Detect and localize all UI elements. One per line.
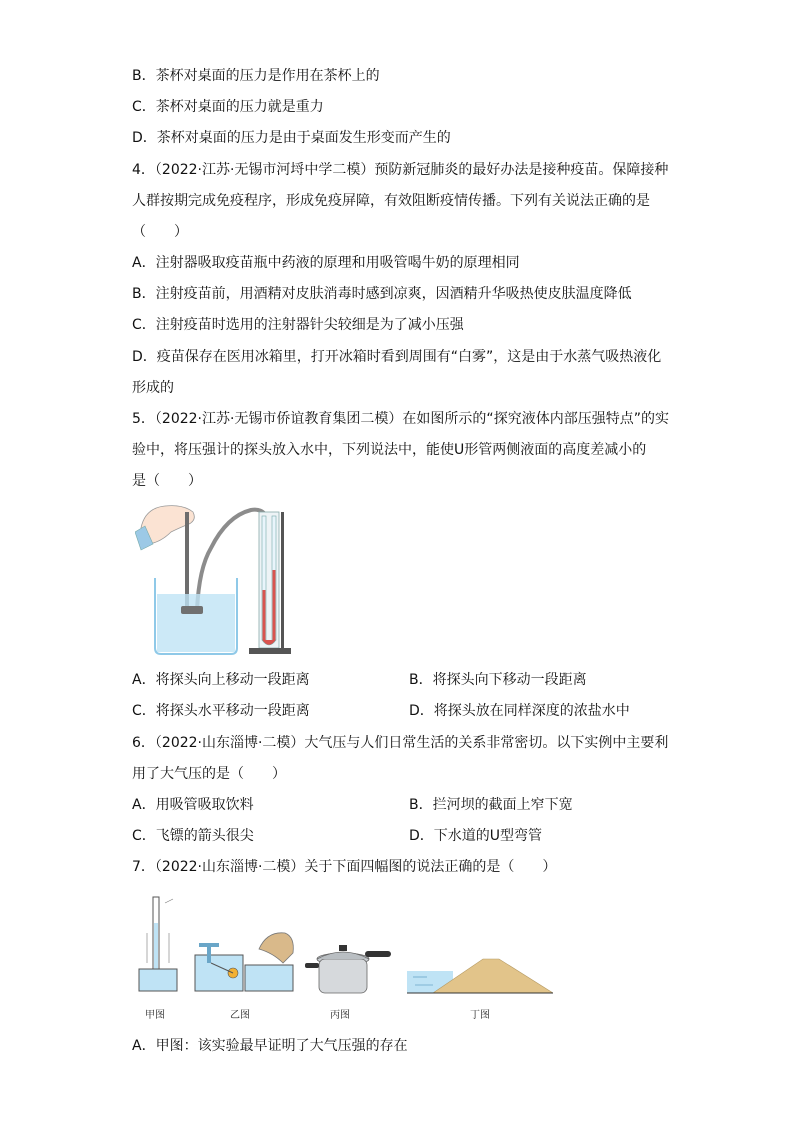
pressure-cooker-body [319,959,367,993]
cow-icon [259,933,293,963]
mercury-dish [139,969,177,991]
q6-option-a: A．用吸管吸取饮料 [132,797,254,813]
u-tube-liquid-left [263,590,266,640]
caption-yi: 乙图 [230,1010,250,1021]
probe-head [181,606,203,614]
q6-stem-line2: 用了大气压的是（ ） [132,766,286,782]
caption-jia: 甲图 [145,1010,165,1021]
figure-yi [195,933,293,991]
caption-ding: 丁图 [470,1010,490,1021]
q5-stem-line3: 是（ ） [132,473,202,489]
q7-option-a: A．甲图：该实验最早证明了大气压强的存在 [132,1038,408,1054]
q6-stem-line1: 6．（2022·山东淄博·二模）大气压与人们日常生活的关系非常密切。以下实例中主要利 [132,735,669,751]
u-tube-liquid-right [273,570,276,640]
q4-stem-line3: （ ） [132,224,188,240]
gauge-stand-pole [281,512,284,648]
gauge-stand-base [249,648,291,654]
q5-stem-line2: 验中，将压强计的探头放入水中，下列说法中，能使U形管两侧液面的高度差减小的 [132,442,647,458]
q4-option-b: B．注射疫苗前，用酒精对皮肤消毒时感到凉爽，因酒精升华吸热使皮肤温度降低 [132,286,632,302]
q4-option-d-line1: D．疫苗保存在医用冰箱里，打开冰箱时看到周围有“白雾”，这是由于水蒸气吸热液化 [132,349,662,365]
q7-figures [133,893,553,1003]
q6-option-b: B．拦河坝的截面上窄下宽 [409,797,573,813]
pressure-cooker-handle [365,951,391,957]
q4-stem-line2: 人群按期完成免疫程序，形成免疫屏障，有效阻断疫情传播。下列有关说法正确的是 [132,193,650,209]
pipe [199,943,219,947]
water-tank-right [245,965,293,991]
q4-option-c: C．注射疫苗时选用的注射器针尖较细是为了减小压强 [132,317,464,333]
q6-option-d: D．下水道的U型弯管 [409,828,543,844]
figure-ding [407,959,553,993]
q5-option-b: B．将探头向下移动一段距离 [409,672,587,688]
q3-option-c: C．茶杯对桌面的压力就是重力 [132,99,324,115]
figure-jia [139,897,177,991]
pressure-gauge-figure [135,498,305,658]
q5-option-d: D．将探头放在同样深度的浓盐水中 [409,703,630,719]
q3-option-b: B．茶杯对桌面的压力是作用在茶杯上的 [132,68,380,84]
caption-bing: 丙图 [330,1010,350,1021]
q4-option-d-line2: 形成的 [132,380,174,396]
q5-stem-line1: 5．（2022·江苏·无锡市侨谊教育集团二模）在如图所示的“探究液体内部压强特点”的实 [132,411,669,427]
q4-option-a: A．注射器吸取疫苗瓶中药液的原理和用吸管喝牛奶的原理相同 [132,255,520,271]
q6-option-c: C．飞镖的箭头很尖 [132,828,254,844]
figure-bing [305,945,391,993]
q5-option-a: A．将探头向上移动一段距离 [132,672,310,688]
pressure-cooker-lid [317,952,369,959]
q4-stem-line1: 4．（2022·江苏·无锡市河埒中学二模）预防新冠肺炎的最好办法是接种疫苗。保障接种 [132,162,669,178]
q7-stem: 7．（2022·山东淄博·二模）关于下面四幅图的说法正确的是（ ） [132,859,557,875]
q5-option-c: C．将探头水平移动一段距离 [132,703,310,719]
beaker-water [157,594,235,652]
q3-option-d: D．茶杯对桌面的压力是由于桌面发生形变而产生的 [132,130,451,146]
